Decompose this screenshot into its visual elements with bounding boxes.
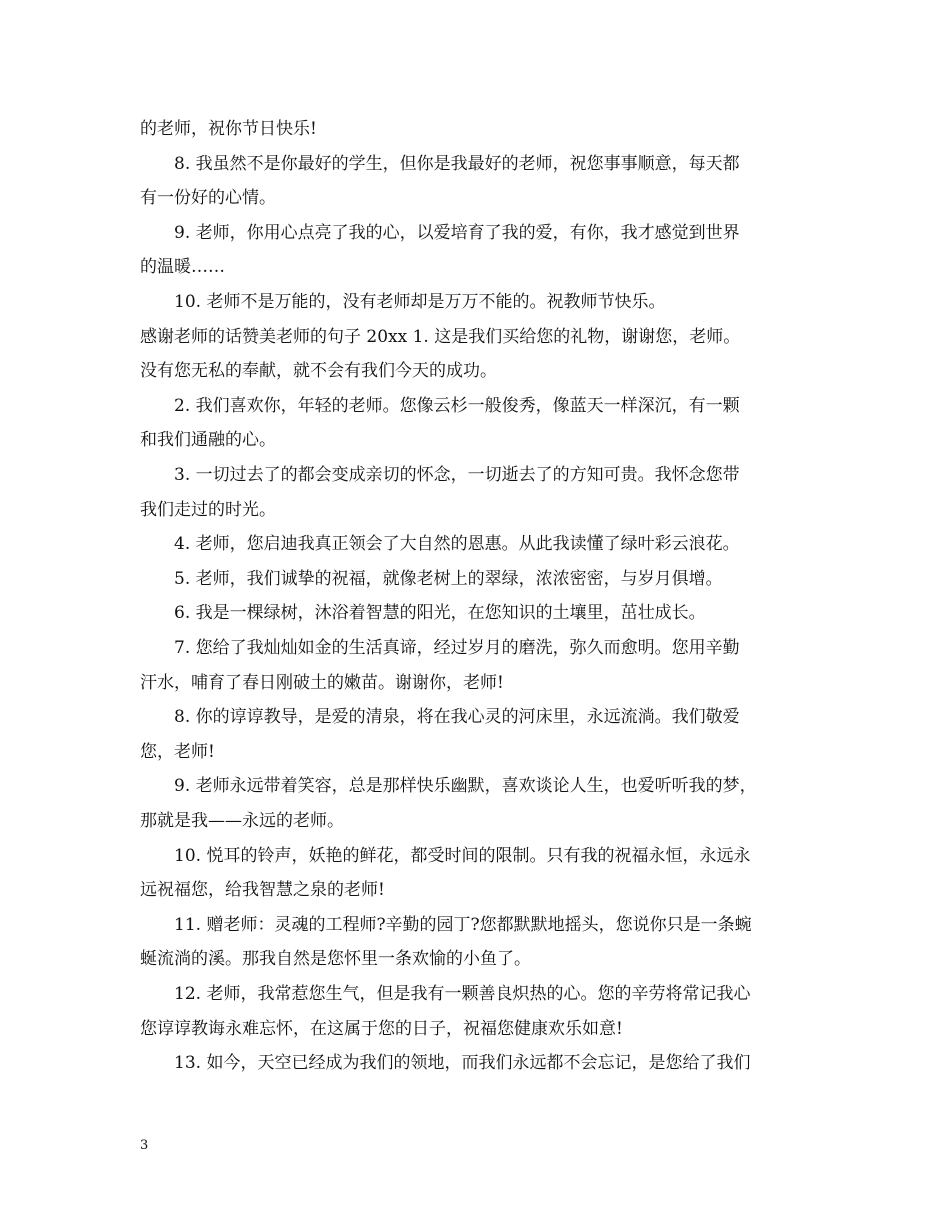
text-line: 10. 悦耳的铃声，妖艳的鲜花，都受时间的限制。只有我的祝福永恒，永远永: [174, 845, 751, 866]
text-line: 有一份好的心情。: [140, 188, 276, 209]
text-line: 的温暖……: [140, 257, 225, 278]
text-line: 我们走过的时光。: [140, 499, 276, 520]
text-line: 11. 赠老师：灵魂的工程师?辛勤的园丁?您都默默地摇头，您说你只是一条蜿: [174, 914, 752, 935]
text-line: 10. 老师不是万能的，没有老师却是万万不能的。祝教师节快乐。: [174, 292, 666, 312]
text-line: 8. 我虽然不是你最好的学生，但你是我最好的老师，祝您事事顺意，每天都: [174, 153, 740, 174]
text-line: 远祝福您，给我智慧之泉的老师!: [140, 880, 385, 901]
text-line: 5. 老师，我们诚挚的祝福，就像老树上的翠绿，浓浓密密，与岁月俱增。: [174, 568, 723, 589]
text-line: 和我们通融的心。: [140, 430, 276, 451]
text-line: 9. 老师永远带着笑容，总是那样快乐幽默，喜欢谈论人生，也爱听听我的梦，: [174, 776, 757, 797]
page-number: 3: [140, 1138, 149, 1153]
text-line: 9. 老师，你用心点亮了我的心，以爱培育了我的爱，有你，我才感觉到世界: [174, 222, 740, 243]
text-line: 蜒流淌的溪。那我自然是您怀里一条欢愉的小鱼了。: [140, 949, 531, 970]
text-line: 12. 老师，我常惹您生气，但是我有一颗善良炽热的心。您的辛劳将常记我心: [174, 984, 751, 1004]
text-line: 汗水，哺育了春日刚破土的嫩苗。谢谢你，老师!: [140, 672, 504, 693]
text-line: 3. 一切过去了的都会变成亲切的怀念，一切逝去了的方知可贵。我怀念您带: [174, 465, 740, 485]
text-line: 13. 如今，天空已经成为我们的领地，而我们永远都不会忘记，是您给了我们: [174, 1053, 751, 1074]
text-line: 的老师，祝你节日快乐!: [140, 119, 317, 139]
text-line: 您，老师!: [140, 741, 215, 762]
text-line: 8. 你的谆谆教导，是爱的清泉，将在我心灵的河床里，永远流淌。我们敬爱: [174, 707, 740, 728]
text-line: 那就是我——永远的老师。: [140, 811, 344, 831]
text-line: 6. 我是一棵绿树，沐浴着智慧的阳光，在您知识的土壤里，茁壮成长。: [174, 603, 706, 624]
text-line: 4. 老师，您启迪我真正领会了大自然的恩惠。从此我读懂了绿叶彩云浪花。: [174, 534, 740, 555]
text-line: 感谢老师的话赞美老师的句子 20xx 1. 这是我们买给您的礼物，谢谢您，老师。: [140, 326, 741, 347]
text-line: 7. 您给了我灿灿如金的生活真谛，经过岁月的磨洗，弥久而愈明。您用辛勤: [174, 638, 740, 658]
text-line: 没有您无私的奉献，就不会有我们今天的成功。: [140, 361, 497, 382]
text-line: 2. 我们喜欢你，年轻的老师。您像云杉一般俊秀，像蓝天一样深沉，有一颗: [174, 395, 740, 416]
text-line: 您谆谆教诲永难忘怀，在这属于您的日子，祝福您健康欢乐如意!: [140, 1018, 623, 1039]
